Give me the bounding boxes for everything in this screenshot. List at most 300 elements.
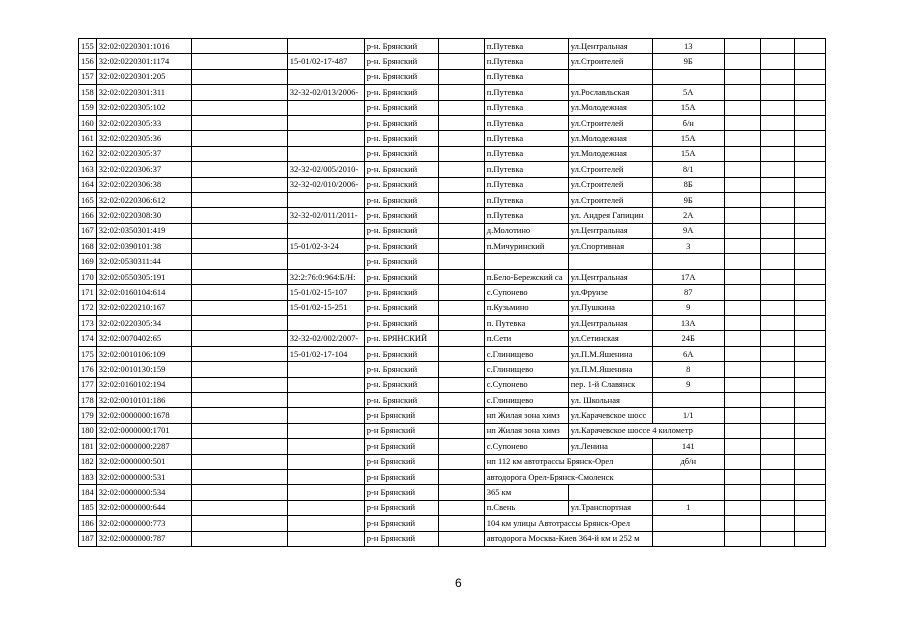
street-cell: ул.П.М.Яшенина xyxy=(568,346,652,361)
house-number-cell: б/н xyxy=(652,115,724,130)
blank-col-3-cell xyxy=(724,54,760,69)
table-row xyxy=(79,285,826,300)
table-row xyxy=(79,516,826,531)
street-cell: ул.Сетинская xyxy=(568,331,652,346)
street-cell: ул.Строителей xyxy=(568,54,652,69)
blank-col-4-cell xyxy=(760,85,794,100)
blank-col-3-cell xyxy=(724,239,760,254)
settlement-cell: п.Путевка xyxy=(484,85,568,100)
row-number-cell: 159 xyxy=(79,100,97,115)
blank-col-3-cell xyxy=(724,454,760,469)
blank-col-4-cell xyxy=(760,162,794,177)
cadastral-number-cell: 32:02:0000000:787 xyxy=(96,531,191,546)
row-number-cell: 178 xyxy=(79,392,97,407)
settlement-cell: с.Глинищево xyxy=(484,346,568,361)
blank-col-cell xyxy=(191,392,287,407)
blank-col-cell xyxy=(191,239,287,254)
table-row xyxy=(79,331,826,346)
blank-col-cell xyxy=(191,115,287,130)
settlement-cell: нп 112 км автотрассы Брянск-Орел xyxy=(484,454,652,469)
row-number-cell: 156 xyxy=(79,54,97,69)
registration-number-cell xyxy=(287,469,364,484)
cadastral-number-cell: 32:02:0530311:44 xyxy=(96,254,191,269)
district-cell: р-н. Брянский xyxy=(364,85,438,100)
blank-col-2-cell xyxy=(438,362,484,377)
row-number-cell: 161 xyxy=(79,131,97,146)
cadastral-number-cell: 32:02:0000000:1678 xyxy=(96,408,191,423)
row-number-cell: 174 xyxy=(79,331,97,346)
registration-number-cell xyxy=(287,500,364,515)
blank-col-cell xyxy=(191,316,287,331)
blank-col-cell xyxy=(191,531,287,546)
blank-col-3-cell xyxy=(724,115,760,130)
blank-col-5-cell xyxy=(794,85,825,100)
blank-col-cell xyxy=(191,485,287,500)
registration-number-cell: 15-01/02-17-104 xyxy=(287,346,364,361)
cadastral-number-cell: 32:02:0220306:38 xyxy=(96,177,191,192)
cadastral-number-cell: 32:02:0220305:37 xyxy=(96,146,191,161)
blank-col-3-cell xyxy=(724,254,760,269)
registration-number-cell xyxy=(287,516,364,531)
table-row xyxy=(79,316,826,331)
district-cell: р-н. Брянский xyxy=(364,223,438,238)
settlement-cell: нп Жилая зона химз xyxy=(484,423,568,438)
blank-col-4-cell xyxy=(760,269,794,284)
cadastral-number-cell: 32:02:0550305:191 xyxy=(96,269,191,284)
cadastral-number-cell: 32:02:0000000:501 xyxy=(96,454,191,469)
blank-col-4-cell xyxy=(760,69,794,84)
blank-col-5-cell xyxy=(794,377,825,392)
row-number-cell: 165 xyxy=(79,192,97,207)
district-cell: р-н Брянский xyxy=(364,500,438,515)
row-number-cell: 163 xyxy=(79,162,97,177)
table-row xyxy=(79,269,826,284)
registration-number-cell xyxy=(287,531,364,546)
house-number-cell xyxy=(652,69,724,84)
blank-col-4-cell xyxy=(760,500,794,515)
blank-col-3-cell xyxy=(724,85,760,100)
district-cell: р-н Брянский xyxy=(364,439,438,454)
blank-col-3-cell xyxy=(724,223,760,238)
blank-col-4-cell xyxy=(760,362,794,377)
blank-col-4-cell xyxy=(760,516,794,531)
registration-number-cell xyxy=(287,69,364,84)
district-cell: р-н Брянский xyxy=(364,408,438,423)
house-number-cell: 13А xyxy=(652,316,724,331)
blank-col-3-cell xyxy=(724,516,760,531)
district-cell: р-н Брянский xyxy=(364,516,438,531)
registration-number-cell xyxy=(287,408,364,423)
house-number-cell: 141 xyxy=(652,439,724,454)
registration-number-cell: 32-32-02/002/2007- xyxy=(287,331,364,346)
settlement-cell: с.Глинищево xyxy=(484,362,568,377)
blank-col-cell xyxy=(191,100,287,115)
cadastral-number-cell: 32:02:0000000:534 xyxy=(96,485,191,500)
table-row xyxy=(79,131,826,146)
register-table xyxy=(78,38,826,547)
table-row xyxy=(79,362,826,377)
blank-col-2-cell xyxy=(438,346,484,361)
blank-col-5-cell xyxy=(794,131,825,146)
house-number-cell: 24Б xyxy=(652,331,724,346)
settlement-cell: п.Путевка xyxy=(484,208,568,223)
blank-col-3-cell xyxy=(724,100,760,115)
blank-col-5-cell xyxy=(794,516,825,531)
blank-col-cell xyxy=(191,377,287,392)
blank-col-4-cell xyxy=(760,254,794,269)
table-row xyxy=(79,85,826,100)
row-number-cell: 168 xyxy=(79,239,97,254)
blank-col-3-cell xyxy=(724,500,760,515)
district-cell: р-н. Брянский xyxy=(364,362,438,377)
blank-col-5-cell xyxy=(794,269,825,284)
district-cell: р-н. Брянский xyxy=(364,192,438,207)
blank-col-5-cell xyxy=(794,500,825,515)
table-row xyxy=(79,239,826,254)
blank-col-5-cell xyxy=(794,392,825,407)
blank-col-2-cell xyxy=(438,408,484,423)
blank-col-cell xyxy=(191,39,287,54)
table-row xyxy=(79,39,826,54)
registration-number-cell xyxy=(287,192,364,207)
blank-col-4-cell xyxy=(760,223,794,238)
blank-col-4-cell xyxy=(760,423,794,438)
district-cell: р-н. Брянский xyxy=(364,208,438,223)
blank-col-3-cell xyxy=(724,362,760,377)
house-number-cell: 9 xyxy=(652,300,724,315)
street-cell xyxy=(568,485,652,500)
blank-col-5-cell xyxy=(794,300,825,315)
blank-col-3-cell xyxy=(724,208,760,223)
row-number-cell: 173 xyxy=(79,316,97,331)
blank-col-4-cell xyxy=(760,377,794,392)
cadastral-number-cell: 32:02:0160104:614 xyxy=(96,285,191,300)
registration-number-cell xyxy=(287,423,364,438)
blank-col-4-cell xyxy=(760,131,794,146)
blank-col-2-cell xyxy=(438,85,484,100)
blank-col-2-cell xyxy=(438,254,484,269)
blank-col-cell xyxy=(191,300,287,315)
blank-col-2-cell xyxy=(438,423,484,438)
settlement-cell: д.Молотино xyxy=(484,223,568,238)
house-number-cell: 13 xyxy=(652,39,724,54)
house-number-cell: 8/1 xyxy=(652,162,724,177)
settlement-cell: п.Путевка xyxy=(484,162,568,177)
blank-col-cell xyxy=(191,423,287,438)
blank-col-cell xyxy=(191,454,287,469)
row-number-cell: 179 xyxy=(79,408,97,423)
blank-col-4-cell xyxy=(760,346,794,361)
house-number-cell: 2А xyxy=(652,208,724,223)
table-row xyxy=(79,439,826,454)
blank-col-2-cell xyxy=(438,69,484,84)
registration-number-cell xyxy=(287,254,364,269)
blank-col-5-cell xyxy=(794,285,825,300)
row-number-cell: 170 xyxy=(79,269,97,284)
blank-col-4-cell xyxy=(760,100,794,115)
settlement-cell: нп Жилая зона химз xyxy=(484,408,568,423)
blank-col-5-cell xyxy=(794,254,825,269)
house-number-cell: 9 xyxy=(652,377,724,392)
street-cell: ул.Строителей xyxy=(568,192,652,207)
registration-number-cell: 32-32-02/011/2011- xyxy=(287,208,364,223)
blank-col-5-cell xyxy=(794,469,825,484)
blank-col-2-cell xyxy=(438,516,484,531)
registration-number-cell xyxy=(287,100,364,115)
settlement-cell: п.Путевка xyxy=(484,115,568,130)
street-cell: ул. Школьная xyxy=(568,392,652,407)
blank-col-cell xyxy=(191,223,287,238)
blank-col-3-cell xyxy=(724,331,760,346)
street-cell xyxy=(568,69,652,84)
blank-col-cell xyxy=(191,69,287,84)
blank-col-4-cell xyxy=(760,331,794,346)
blank-col-5-cell xyxy=(794,192,825,207)
district-cell: р-н. Брянский xyxy=(364,316,438,331)
house-number-cell: дб/н xyxy=(652,454,724,469)
blank-col-3-cell xyxy=(724,162,760,177)
registration-number-cell: 15-01/02-3-24 xyxy=(287,239,364,254)
district-cell: р-н. Брянский xyxy=(364,254,438,269)
blank-col-3-cell xyxy=(724,39,760,54)
street-cell: ул.П.М.Яшенина xyxy=(568,362,652,377)
row-number-cell: 181 xyxy=(79,439,97,454)
blank-col-cell xyxy=(191,208,287,223)
blank-col-4-cell xyxy=(760,439,794,454)
district-cell: р-н. Брянский xyxy=(364,300,438,315)
registration-number-cell xyxy=(287,146,364,161)
blank-col-2-cell xyxy=(438,239,484,254)
blank-col-cell xyxy=(191,146,287,161)
cadastral-number-cell: 32:02:0000000:1701 xyxy=(96,423,191,438)
row-number-cell: 172 xyxy=(79,300,97,315)
settlement-cell: п.Бело-Бережский са xyxy=(484,269,568,284)
blank-col-2-cell xyxy=(438,39,484,54)
registration-number-cell: 32-32-02/005/2010- xyxy=(287,162,364,177)
blank-col-3-cell xyxy=(724,377,760,392)
cadastral-number-cell: 32:02:0220305:36 xyxy=(96,131,191,146)
street-cell: ул.Центральная xyxy=(568,39,652,54)
blank-col-3-cell xyxy=(724,69,760,84)
blank-col-2-cell xyxy=(438,469,484,484)
cadastral-number-cell: 32:02:0220210:167 xyxy=(96,300,191,315)
blank-col-5-cell xyxy=(794,362,825,377)
row-number-cell: 176 xyxy=(79,362,97,377)
blank-col-3-cell xyxy=(724,423,760,438)
row-number-cell: 160 xyxy=(79,115,97,130)
registration-number-cell xyxy=(287,115,364,130)
street-cell: ул.Ленина xyxy=(568,439,652,454)
district-cell: р-н Брянский xyxy=(364,454,438,469)
house-number-cell: 15А xyxy=(652,131,724,146)
blank-col-4-cell xyxy=(760,239,794,254)
blank-col-cell xyxy=(191,192,287,207)
street-cell: ул.Строителей xyxy=(568,177,652,192)
district-cell: р-н Брянский xyxy=(364,469,438,484)
district-cell: р-н Брянский xyxy=(364,485,438,500)
cadastral-number-cell: 32:02:0220306:37 xyxy=(96,162,191,177)
district-cell: р-н. Брянский xyxy=(364,239,438,254)
settlement-cell: п.Путевка xyxy=(484,39,568,54)
blank-col-5-cell xyxy=(794,239,825,254)
cadastral-number-cell: 32:02:0000000:773 xyxy=(96,516,191,531)
street-cell: ул.Центральная xyxy=(568,223,652,238)
district-cell: р-н. Брянский xyxy=(364,377,438,392)
house-number-cell: 17А xyxy=(652,269,724,284)
blank-col-2-cell xyxy=(438,177,484,192)
blank-col-cell xyxy=(191,469,287,484)
cadastral-number-cell: 32:02:0070402:65 xyxy=(96,331,191,346)
table-row xyxy=(79,346,826,361)
street-cell: ул.Карачевское шоссе 4 километр xyxy=(568,423,724,438)
row-number-cell: 164 xyxy=(79,177,97,192)
registration-number-cell xyxy=(287,362,364,377)
blank-col-cell xyxy=(191,500,287,515)
blank-col-5-cell xyxy=(794,454,825,469)
street-cell: ул.Молодежная xyxy=(568,131,652,146)
row-number-cell: 187 xyxy=(79,531,97,546)
cadastral-number-cell: 32:02:0220305:102 xyxy=(96,100,191,115)
registration-number-cell xyxy=(287,223,364,238)
cadastral-number-cell: 32:02:0220306:612 xyxy=(96,192,191,207)
blank-col-2-cell xyxy=(438,192,484,207)
blank-col-2-cell xyxy=(438,285,484,300)
blank-col-4-cell xyxy=(760,177,794,192)
house-number-cell: 1/1 xyxy=(652,408,724,423)
blank-col-4-cell xyxy=(760,285,794,300)
row-number-cell: 158 xyxy=(79,85,97,100)
settlement-cell: п.Мичуринский xyxy=(484,239,568,254)
cadastral-number-cell: 32:02:0000000:531 xyxy=(96,469,191,484)
district-cell: р-н. Брянский xyxy=(364,177,438,192)
table-row xyxy=(79,469,826,484)
blank-col-3-cell xyxy=(724,146,760,161)
blank-col-cell xyxy=(191,177,287,192)
street-cell: ул.Карачевское шосс xyxy=(568,408,652,423)
settlement-cell: п.Сети xyxy=(484,331,568,346)
house-number-cell xyxy=(652,469,724,484)
registration-number-cell xyxy=(287,439,364,454)
blank-col-3-cell xyxy=(724,408,760,423)
settlement-cell: автодорога Москва-Киев 364-й км и 252 м xyxy=(484,531,652,546)
district-cell: р-н. Брянский xyxy=(364,162,438,177)
blank-col-5-cell xyxy=(794,423,825,438)
house-number-cell: 8Б xyxy=(652,177,724,192)
row-number-cell: 185 xyxy=(79,500,97,515)
house-number-cell: 3 xyxy=(652,239,724,254)
row-number-cell: 183 xyxy=(79,469,97,484)
street-cell xyxy=(568,254,652,269)
blank-col-3-cell xyxy=(724,392,760,407)
blank-col-2-cell xyxy=(438,223,484,238)
district-cell: р-н. Брянский xyxy=(364,100,438,115)
district-cell: р-н Брянский xyxy=(364,531,438,546)
house-number-cell: 8 xyxy=(652,362,724,377)
settlement-cell: п.Путевка xyxy=(484,69,568,84)
blank-col-4-cell xyxy=(760,54,794,69)
blank-col-2-cell xyxy=(438,115,484,130)
row-number-cell: 177 xyxy=(79,377,97,392)
street-cell: пер. 1-й Славянск xyxy=(568,377,652,392)
registration-number-cell xyxy=(287,39,364,54)
blank-col-4-cell xyxy=(760,192,794,207)
blank-col-5-cell xyxy=(794,531,825,546)
house-number-cell: 15А xyxy=(652,100,724,115)
cadastral-number-cell: 32:02:0220301:1174 xyxy=(96,54,191,69)
house-number-cell: 15А xyxy=(652,146,724,161)
row-number-cell: 162 xyxy=(79,146,97,161)
registration-number-cell: 15-01/02-15-107 xyxy=(287,285,364,300)
district-cell: р-н. Брянский xyxy=(364,115,438,130)
table-row xyxy=(79,454,826,469)
table-row xyxy=(79,54,826,69)
district-cell: р-н. Брянский xyxy=(364,69,438,84)
district-cell: р-н. Брянский xyxy=(364,269,438,284)
street-cell: ул.Центральная xyxy=(568,316,652,331)
blank-col-2-cell xyxy=(438,162,484,177)
blank-col-2-cell xyxy=(438,500,484,515)
house-number-cell: 6А xyxy=(652,346,724,361)
blank-col-4-cell xyxy=(760,316,794,331)
settlement-cell: с.Глинищево xyxy=(484,392,568,407)
row-number-cell: 169 xyxy=(79,254,97,269)
registration-number-cell xyxy=(287,377,364,392)
street-cell: ул.Спортивная xyxy=(568,239,652,254)
table-row xyxy=(79,531,826,546)
cadastral-number-cell: 32:02:0000000:644 xyxy=(96,500,191,515)
house-number-cell: 5А xyxy=(652,85,724,100)
settlement-cell: автодорога Орел-Брянск-Смоленск xyxy=(484,469,652,484)
cadastral-number-cell: 32:02:0000000:2287 xyxy=(96,439,191,454)
register-table-body xyxy=(79,39,826,547)
settlement-cell: 104 км улицы Автотрассы Брянск-Орел xyxy=(484,516,652,531)
cadastral-number-cell: 32:02:0220301:311 xyxy=(96,85,191,100)
registration-number-cell: 32-32-02/013/2006- xyxy=(287,85,364,100)
street-cell: ул.Фрунзе xyxy=(568,285,652,300)
settlement-cell: с.Супонево xyxy=(484,439,568,454)
blank-col-cell xyxy=(191,54,287,69)
table-row xyxy=(79,485,826,500)
district-cell: р-н. БРЯНСКИЙ xyxy=(364,331,438,346)
table-row xyxy=(79,392,826,407)
settlement-cell xyxy=(484,254,568,269)
settlement-cell: п.Путевка xyxy=(484,146,568,161)
blank-col-4-cell xyxy=(760,208,794,223)
cadastral-number-cell: 32:02:0160102:194 xyxy=(96,377,191,392)
street-cell: ул.Молодежная xyxy=(568,146,652,161)
house-number-cell: 9Б xyxy=(652,54,724,69)
blank-col-5-cell xyxy=(794,54,825,69)
district-cell: р-н. Брянский xyxy=(364,131,438,146)
blank-col-cell xyxy=(191,346,287,361)
street-cell: ул.Пушкина xyxy=(568,300,652,315)
settlement-cell: с.Супонево xyxy=(484,377,568,392)
row-number-cell: 167 xyxy=(79,223,97,238)
row-number-cell: 180 xyxy=(79,423,97,438)
blank-col-2-cell xyxy=(438,146,484,161)
page-number: 6 xyxy=(455,576,462,590)
blank-col-3-cell xyxy=(724,316,760,331)
blank-col-5-cell xyxy=(794,208,825,223)
blank-col-3-cell xyxy=(724,469,760,484)
street-cell: ул.Транспортная xyxy=(568,500,652,515)
blank-col-cell xyxy=(191,516,287,531)
district-cell: р-н. Брянский xyxy=(364,346,438,361)
district-cell: р-н. Брянский xyxy=(364,146,438,161)
blank-col-3-cell xyxy=(724,300,760,315)
house-number-cell: 9А xyxy=(652,223,724,238)
settlement-cell: п.Путевка xyxy=(484,100,568,115)
